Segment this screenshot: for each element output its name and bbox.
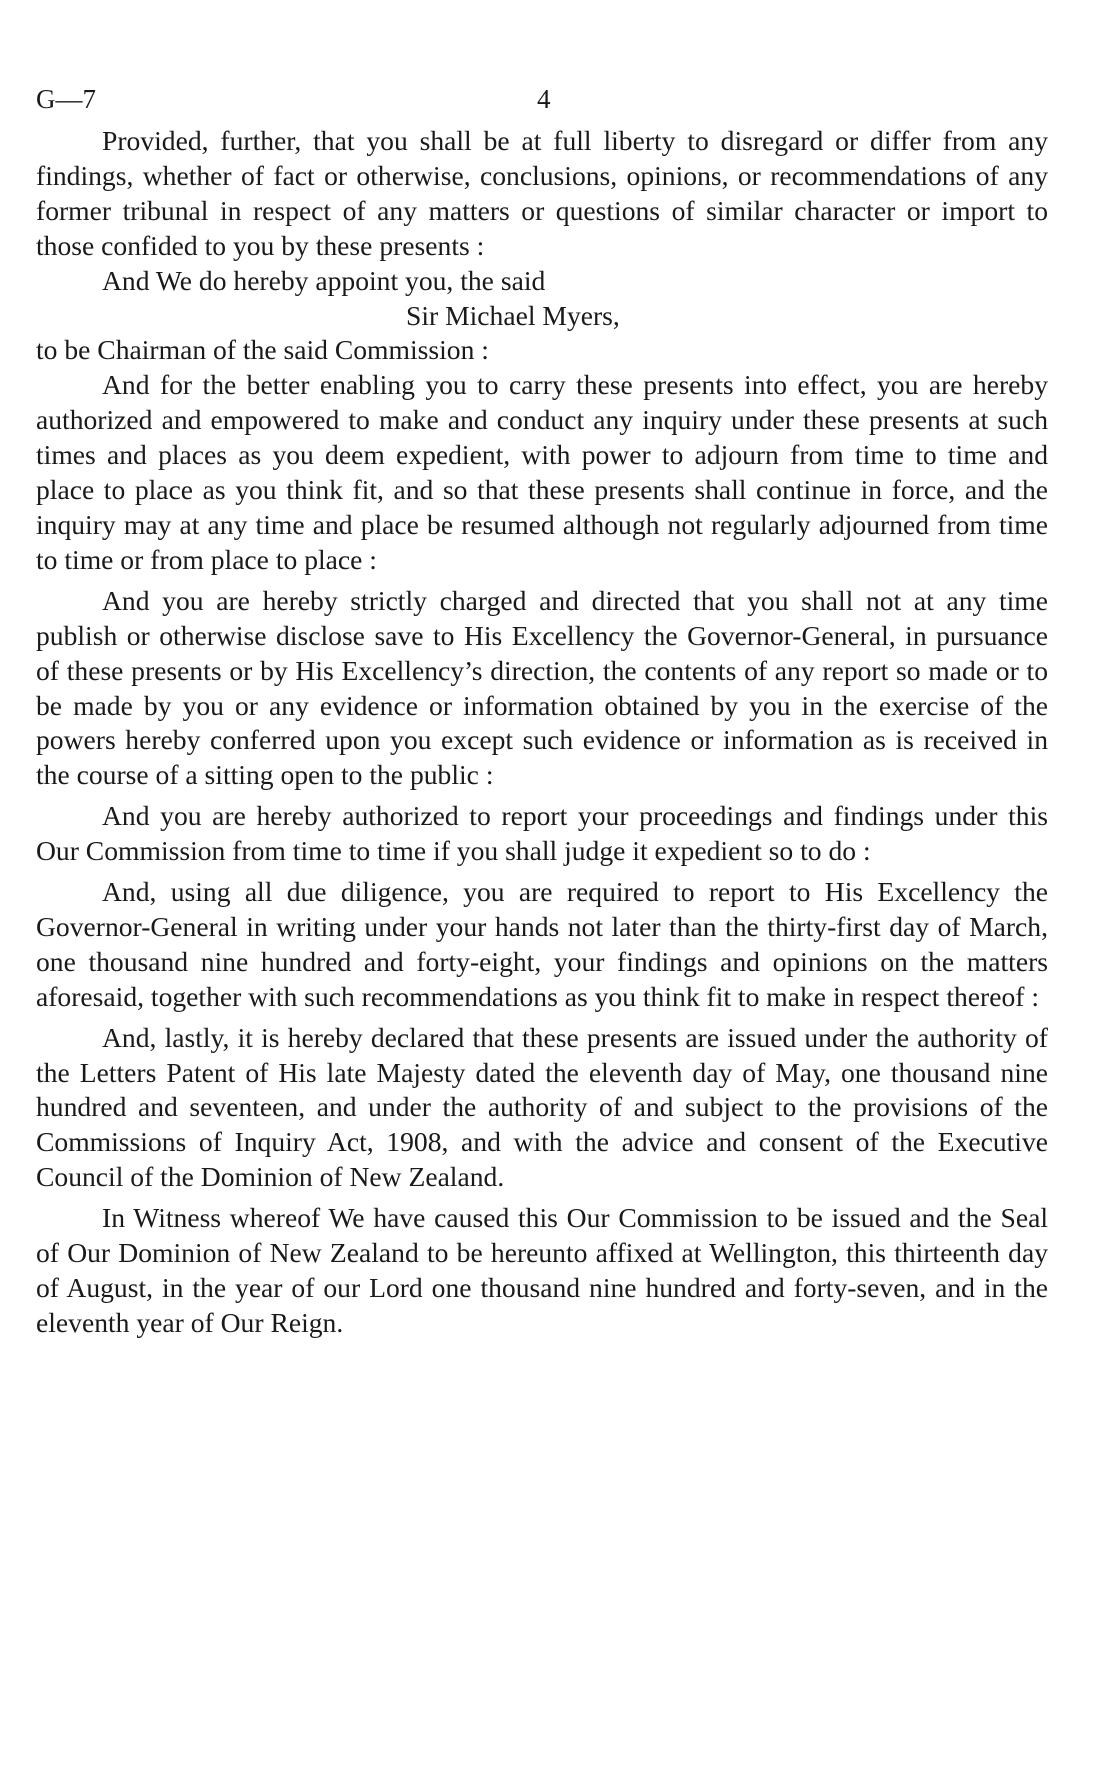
document-code: G—7	[36, 84, 96, 114]
paragraph-reporting: And you are hereby authorized to report your proceedings and findings under this Our Commission from time to time if you shall judge it expedient so to do :	[36, 800, 1048, 867]
document-body	[36, 124, 1048, 1341]
page-header	[36, 84, 1048, 124]
page-number: 4	[537, 84, 551, 114]
paragraph-confidentiality: And you are hereby strictly charged and directed that you shall not at any time publish or otherwise disclose save to His Excellency the Governor-General, in pursuance of these presents or by His Excellency’s direction, the contents of any report so made or to be made by you or any evidence or information obtained by you in the exercise of the powers hereby conferred upon you except such evidence or information as is received in the course of a sitting open to the public :	[36, 584, 1048, 791]
paragraph-proviso: Provided, further, that you shall be at full liberty to disregard or differ from any findings, whether of fact or otherwise, conclusions, opinions, or recommendations of any former tribunal in respect of any matters or questions of similar character or import to those confided to you by these presents :	[36, 125, 1048, 261]
paragraph-powers: And for the better enabling you to carry these presents into effect, you are hereby authorized and empowered to make and conduct any inquiry under these presents at such times and places as you deem expedient, with power to adjourn from time to time and place to place as you think fit, and so that these presents shall continue in force, and the inquiry may at any time and place be resumed although not regularly adjourned from time to time or from place to place :	[36, 369, 1048, 575]
paragraph-chairman: to be Chairman of the said Commission :	[36, 334, 489, 366]
paragraph-appointment: And We do hereby appoint you, the said	[102, 264, 546, 296]
paragraph-deadline: And, using all due diligence, you are required to report to His Excellency the Governor-General in writing under your hands not later than the thirty-first day of March, one thousand nine hundred and forty-eight, your findings and opinions on the matters aforesaid, together with such recommendations as you think fit to make in respect thereof :	[36, 876, 1048, 1012]
paragraph-authority: And, lastly, it is hereby declared that these presents are issued under the authority of the Letters Patent of His late Majesty dated the eleventh day of May, one thousand nine hundred and seventeen, and under the authority of and subject to the provisions of the Commissions of Inquiry Act, 1908, and with the advice and consent of the Executive Council of the Dominion of New Zealand.	[36, 1021, 1048, 1193]
document-page	[36, 84, 1048, 1341]
paragraph-witness: In Witness whereof We have caused this Our Commission to be issued and the Seal of Our Dominion of New Zealand to be hereunto affixed at Wellington, this thirteenth day of August, in the year of our Lord one thousand nine hundred and forty-seven, and in the eleventh year of Our Reign.	[36, 1202, 1048, 1338]
appointee-name: Sir Michael Myers,	[406, 299, 620, 331]
